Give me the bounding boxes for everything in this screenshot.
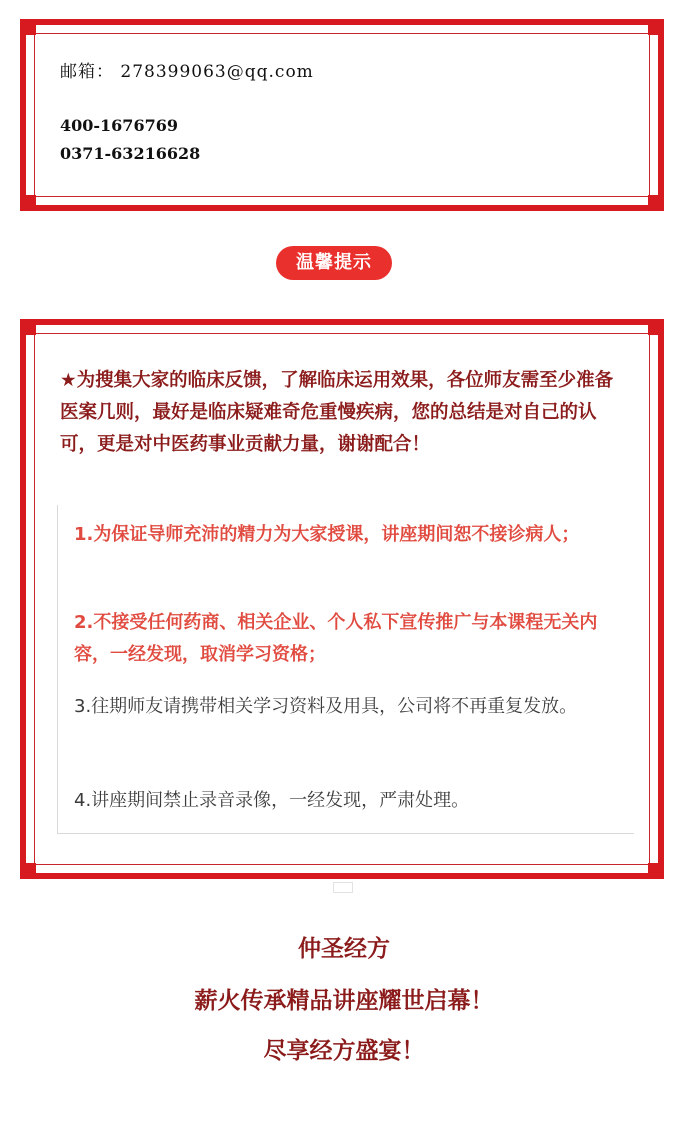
corner-ornament — [648, 195, 658, 205]
phone-number-2[interactable]: 0371-63216628 — [60, 144, 201, 163]
phone-number-1[interactable]: 400-1676769 — [60, 116, 178, 135]
image-placeholder — [333, 882, 353, 893]
notice-list — [57, 505, 634, 834]
notice-intro: ★为搜集大家的临床反馈，了解临床运用效果，各位师友需至少准备医案几则，最好是临床疑难奇危重慢疾病，您的总结是对自己的认可，更是对中医药事业贡献力量，谢谢配合！ — [60, 370, 614, 455]
corner-ornament — [26, 25, 36, 35]
corner-ornament — [26, 863, 36, 873]
corner-ornament — [648, 25, 658, 35]
notice-card — [20, 319, 664, 879]
footer-title: 仲圣经方 — [298, 936, 390, 962]
footer-slogan-2: 尽享经方盛宴！ — [263, 1038, 425, 1064]
contact-card — [20, 19, 664, 211]
email-address[interactable]: 278399063@qq.com — [120, 62, 314, 82]
email-line — [60, 57, 314, 82]
corner-ornament — [648, 325, 658, 335]
footer-slogan-1: 薪火传承精品讲座耀世启幕！ — [194, 988, 494, 1014]
corner-ornament — [26, 325, 36, 335]
contact-info — [60, 57, 314, 168]
notice-item-2: 2.不接受任何药商、相关企业、个人私下宣传推广与本课程无关内容，一经发现，取消学习资格； — [74, 612, 598, 665]
email-label: 邮箱： — [60, 62, 114, 82]
notice-item-3: 3.往期师友请携带相关学习资料及用具，公司将不再重复发放。 — [74, 696, 578, 717]
tips-badge: 温馨提示 — [276, 246, 392, 280]
notice-item-1: 1.为保证导师充沛的精力为大家授课，讲座期间恕不接诊病人； — [74, 524, 580, 545]
corner-ornament — [26, 195, 36, 205]
notice-item-4: 4.讲座期间禁止录音录像，一经发现，严肃处理。 — [74, 790, 470, 811]
corner-ornament — [648, 863, 658, 873]
